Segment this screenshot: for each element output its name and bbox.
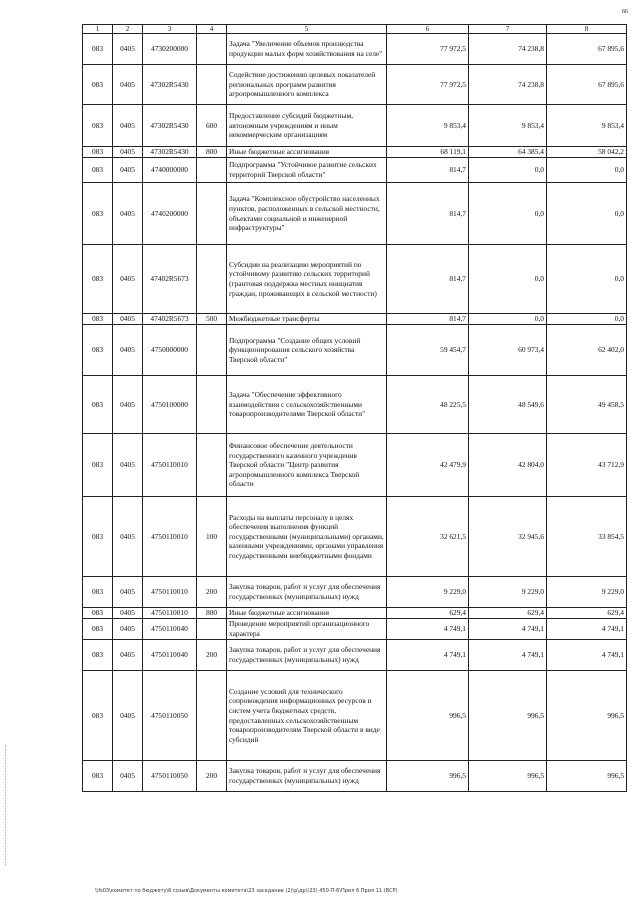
description-cell: Задача "Комплексное обустройство населенных пунктов, расположенных в сельской местности, объектами социальной и инженерной инфраструктуры" xyxy=(227,183,387,245)
amount-year1-cell: 77 972,5 xyxy=(387,34,469,65)
amount-year3-cell: 629,4 xyxy=(547,608,627,619)
amount-year3-cell: 0,0 xyxy=(547,245,627,314)
description-cell: Расходы на выплаты персоналу в целях обеспечения выполнения функций государственными (муниципальными) органами, казенными учреждениями, органами управления государственными внебюджетными фондами xyxy=(227,497,387,577)
gov-code-cell: 083 xyxy=(83,183,113,245)
table-row xyxy=(83,640,627,671)
amount-year3-cell: 67 895,6 xyxy=(547,65,627,105)
description-cell: Финансовое обеспечение деятельности государственного казенного учреждения Тверской области "Центр развития агропромышленного комплекса Тверской области xyxy=(227,434,387,497)
amount-year3-cell: 0,0 xyxy=(547,314,627,325)
table-row xyxy=(83,65,627,105)
description-cell: Иные бюджетные ассигнования xyxy=(227,608,387,619)
expense-type-cell: 800 xyxy=(197,608,227,619)
amount-year2-cell: 0,0 xyxy=(469,245,547,314)
gov-code-cell: 083 xyxy=(83,608,113,619)
expense-type-cell: 800 xyxy=(197,147,227,158)
amount-year1-cell: 48 225,5 xyxy=(387,376,469,434)
target-article-cell: 4750110040 xyxy=(143,640,197,671)
header-cell: 5 xyxy=(227,25,387,34)
amount-year1-cell: 814,7 xyxy=(387,245,469,314)
expense-type-cell xyxy=(197,183,227,245)
gov-code-cell: 083 xyxy=(83,761,113,792)
margin-line xyxy=(5,745,6,865)
table-row xyxy=(83,245,627,314)
gov-code-cell: 083 xyxy=(83,376,113,434)
table-row xyxy=(83,619,627,640)
target-article-cell: 47302R5430 xyxy=(143,105,197,147)
amount-year2-cell: 74 238,8 xyxy=(469,65,547,105)
amount-year3-cell: 58 042,2 xyxy=(547,147,627,158)
amount-year2-cell: 48 549,6 xyxy=(469,376,547,434)
gov-code-cell: 083 xyxy=(83,497,113,577)
table-row xyxy=(83,671,627,761)
description-cell: Содействие достижению целевых показателей региональных программ развития агропромышленного комплекса xyxy=(227,65,387,105)
expense-type-cell: 100 xyxy=(197,497,227,577)
gov-code-cell: 083 xyxy=(83,314,113,325)
description-cell: Создание условий для технического сопровождения информационных ресурсов и систем учета бюджетных средств, предоставленных сельскохозяйственным товаропроизводителям Тверской области в виде субсидий xyxy=(227,671,387,761)
amount-year1-cell: 59 454,7 xyxy=(387,325,469,376)
amount-year3-cell: 9 853,4 xyxy=(547,105,627,147)
target-article-cell: 4750100000 xyxy=(143,376,197,434)
target-article-cell: 4750110040 xyxy=(143,619,197,640)
amount-year3-cell: 49 458,5 xyxy=(547,376,627,434)
amount-year3-cell: 9 229,0 xyxy=(547,577,627,608)
amount-year2-cell: 64 385,4 xyxy=(469,147,547,158)
section-code-cell: 0405 xyxy=(113,183,143,245)
amount-year1-cell: 68 119,1 xyxy=(387,147,469,158)
gov-code-cell: 083 xyxy=(83,65,113,105)
description-cell: Межбюджетные трансферты xyxy=(227,314,387,325)
section-code-cell: 0405 xyxy=(113,105,143,147)
amount-year1-cell: 996,5 xyxy=(387,671,469,761)
expense-type-cell: 500 xyxy=(197,314,227,325)
amount-year2-cell: 996,5 xyxy=(469,761,547,792)
amount-year3-cell: 0,0 xyxy=(547,158,627,183)
header-cell: 2 xyxy=(113,25,143,34)
amount-year2-cell: 9 853,4 xyxy=(469,105,547,147)
expense-type-cell xyxy=(197,158,227,183)
amount-year3-cell: 0,0 xyxy=(547,183,627,245)
target-article-cell: 4750110010 xyxy=(143,434,197,497)
amount-year3-cell: 4 749,1 xyxy=(547,640,627,671)
section-code-cell: 0405 xyxy=(113,376,143,434)
amount-year2-cell: 74 238,8 xyxy=(469,34,547,65)
budget-table xyxy=(82,24,627,792)
gov-code-cell: 083 xyxy=(83,434,113,497)
gov-code-cell: 083 xyxy=(83,158,113,183)
target-article-cell: 47402R5673 xyxy=(143,245,197,314)
section-code-cell: 0405 xyxy=(113,671,143,761)
header-cell: 3 xyxy=(143,25,197,34)
amount-year1-cell: 629,4 xyxy=(387,608,469,619)
file-path-footer: \\fs03\комитет по бюджету\6 созыв\Документы комитета\23 заседание (2)\р\др\(23) 450-П-6\Прил 6 Прил 11 (ВСР) xyxy=(95,888,398,894)
table-row xyxy=(83,497,627,577)
section-code-cell: 0405 xyxy=(113,34,143,65)
amount-year1-cell: 814,7 xyxy=(387,158,469,183)
target-article-cell: 4750110010 xyxy=(143,577,197,608)
target-article-cell: 4740000000 xyxy=(143,158,197,183)
page-number: 66 xyxy=(622,9,628,15)
section-code-cell: 0405 xyxy=(113,434,143,497)
expense-type-cell xyxy=(197,619,227,640)
table-row xyxy=(83,608,627,619)
expense-type-cell xyxy=(197,34,227,65)
expense-type-cell xyxy=(197,65,227,105)
table-row xyxy=(83,325,627,376)
amount-year1-cell: 4 749,1 xyxy=(387,640,469,671)
amount-year2-cell: 42 804,0 xyxy=(469,434,547,497)
description-cell: Задача "Обеспечение эффективного взаимодействия с сельскохозяйственными товаропроизводителями Тверской области" xyxy=(227,376,387,434)
expense-type-cell xyxy=(197,376,227,434)
table-row xyxy=(83,761,627,792)
description-cell: Проведение мероприятий организационного характера xyxy=(227,619,387,640)
table-row xyxy=(83,158,627,183)
description-cell: Задача "Увеличение объемов производства продукции малых форм хозяйствования на селе" xyxy=(227,34,387,65)
gov-code-cell: 083 xyxy=(83,34,113,65)
amount-year2-cell: 996,5 xyxy=(469,671,547,761)
amount-year2-cell: 0,0 xyxy=(469,183,547,245)
header-cell: 6 xyxy=(387,25,469,34)
target-article-cell: 4750110050 xyxy=(143,671,197,761)
amount-year1-cell: 77 972,5 xyxy=(387,65,469,105)
target-article-cell: 4750110010 xyxy=(143,497,197,577)
description-cell: Предоставление субсидий бюджетным, автономным учреждениям и иным некоммерческим организациям xyxy=(227,105,387,147)
header-cell: 8 xyxy=(547,25,627,34)
header-cell: 4 xyxy=(197,25,227,34)
target-article-cell: 47402R5673 xyxy=(143,314,197,325)
amount-year3-cell: 62 402,0 xyxy=(547,325,627,376)
description-cell: Подпрограмма "Устойчивое развитие сельских территорий Тверской области" xyxy=(227,158,387,183)
description-cell: Закупка товаров, работ и услуг для обеспечения государственных (муниципальных) нужд xyxy=(227,640,387,671)
amount-year2-cell: 9 229,0 xyxy=(469,577,547,608)
amount-year2-cell: 629,4 xyxy=(469,608,547,619)
amount-year1-cell: 9 229,0 xyxy=(387,577,469,608)
amount-year1-cell: 32 621,5 xyxy=(387,497,469,577)
gov-code-cell: 083 xyxy=(83,147,113,158)
gov-code-cell: 083 xyxy=(83,671,113,761)
amount-year3-cell: 33 854,5 xyxy=(547,497,627,577)
expense-type-cell xyxy=(197,671,227,761)
gov-code-cell: 083 xyxy=(83,619,113,640)
description-cell: Субсидии на реализацию мероприятий по устойчивому развитию сельских территорий (грантовая поддержка местных инициатив граждан, проживающих в сельской местности) xyxy=(227,245,387,314)
expense-type-cell xyxy=(197,325,227,376)
header-row xyxy=(83,25,627,34)
table-row xyxy=(83,376,627,434)
target-article-cell: 4740200000 xyxy=(143,183,197,245)
amount-year2-cell: 0,0 xyxy=(469,158,547,183)
target-article-cell: 4750110010 xyxy=(143,608,197,619)
table-row xyxy=(83,147,627,158)
section-code-cell: 0405 xyxy=(113,497,143,577)
description-cell: Закупка товаров, работ и услуг для обеспечения государственных (муниципальных) нужд xyxy=(227,577,387,608)
section-code-cell: 0405 xyxy=(113,65,143,105)
amount-year2-cell: 60 973,4 xyxy=(469,325,547,376)
table-row xyxy=(83,34,627,65)
expense-type-cell xyxy=(197,434,227,497)
description-cell: Закупка товаров, работ и услуг для обеспечения государственных (муниципальных) нужд xyxy=(227,761,387,792)
table-row xyxy=(83,434,627,497)
gov-code-cell: 083 xyxy=(83,245,113,314)
amount-year1-cell: 9 853,4 xyxy=(387,105,469,147)
target-article-cell: 47302R5430 xyxy=(143,147,197,158)
section-code-cell: 0405 xyxy=(113,619,143,640)
table-row xyxy=(83,314,627,325)
section-code-cell: 0405 xyxy=(113,245,143,314)
amount-year2-cell: 0,0 xyxy=(469,314,547,325)
description-cell: Подпрограмма "Создание общих условий функционирования сельского хозяйства Тверской области" xyxy=(227,325,387,376)
amount-year1-cell: 814,7 xyxy=(387,314,469,325)
table-row xyxy=(83,183,627,245)
section-code-cell: 0405 xyxy=(113,577,143,608)
amount-year3-cell: 4 749,1 xyxy=(547,619,627,640)
expense-type-cell xyxy=(197,245,227,314)
table-row xyxy=(83,105,627,147)
section-code-cell: 0405 xyxy=(113,158,143,183)
header-cell: 7 xyxy=(469,25,547,34)
section-code-cell: 0405 xyxy=(113,325,143,376)
section-code-cell: 0405 xyxy=(113,640,143,671)
target-article-cell: 4730200000 xyxy=(143,34,197,65)
target-article-cell: 4750110050 xyxy=(143,761,197,792)
expense-type-cell: 200 xyxy=(197,640,227,671)
amount-year1-cell: 4 749,1 xyxy=(387,619,469,640)
amount-year2-cell: 32 945,6 xyxy=(469,497,547,577)
target-article-cell: 4750000000 xyxy=(143,325,197,376)
gov-code-cell: 083 xyxy=(83,325,113,376)
table-row xyxy=(83,577,627,608)
gov-code-cell: 083 xyxy=(83,577,113,608)
section-code-cell: 0405 xyxy=(113,314,143,325)
expense-type-cell: 200 xyxy=(197,761,227,792)
amount-year1-cell: 996,5 xyxy=(387,761,469,792)
section-code-cell: 0405 xyxy=(113,608,143,619)
amount-year3-cell: 996,5 xyxy=(547,761,627,792)
section-code-cell: 0405 xyxy=(113,761,143,792)
amount-year3-cell: 67 895,6 xyxy=(547,34,627,65)
section-code-cell: 0405 xyxy=(113,147,143,158)
amount-year1-cell: 42 479,9 xyxy=(387,434,469,497)
amount-year3-cell: 996,5 xyxy=(547,671,627,761)
amount-year2-cell: 4 749,1 xyxy=(469,619,547,640)
target-article-cell: 47302R5430 xyxy=(143,65,197,105)
header-cell: 1 xyxy=(83,25,113,34)
gov-code-cell: 083 xyxy=(83,640,113,671)
amount-year1-cell: 814,7 xyxy=(387,183,469,245)
expense-type-cell: 600 xyxy=(197,105,227,147)
amount-year2-cell: 4 749,1 xyxy=(469,640,547,671)
amount-year3-cell: 43 712,9 xyxy=(547,434,627,497)
expense-type-cell: 200 xyxy=(197,577,227,608)
gov-code-cell: 083 xyxy=(83,105,113,147)
description-cell: Иные бюджетные ассигнования xyxy=(227,147,387,158)
